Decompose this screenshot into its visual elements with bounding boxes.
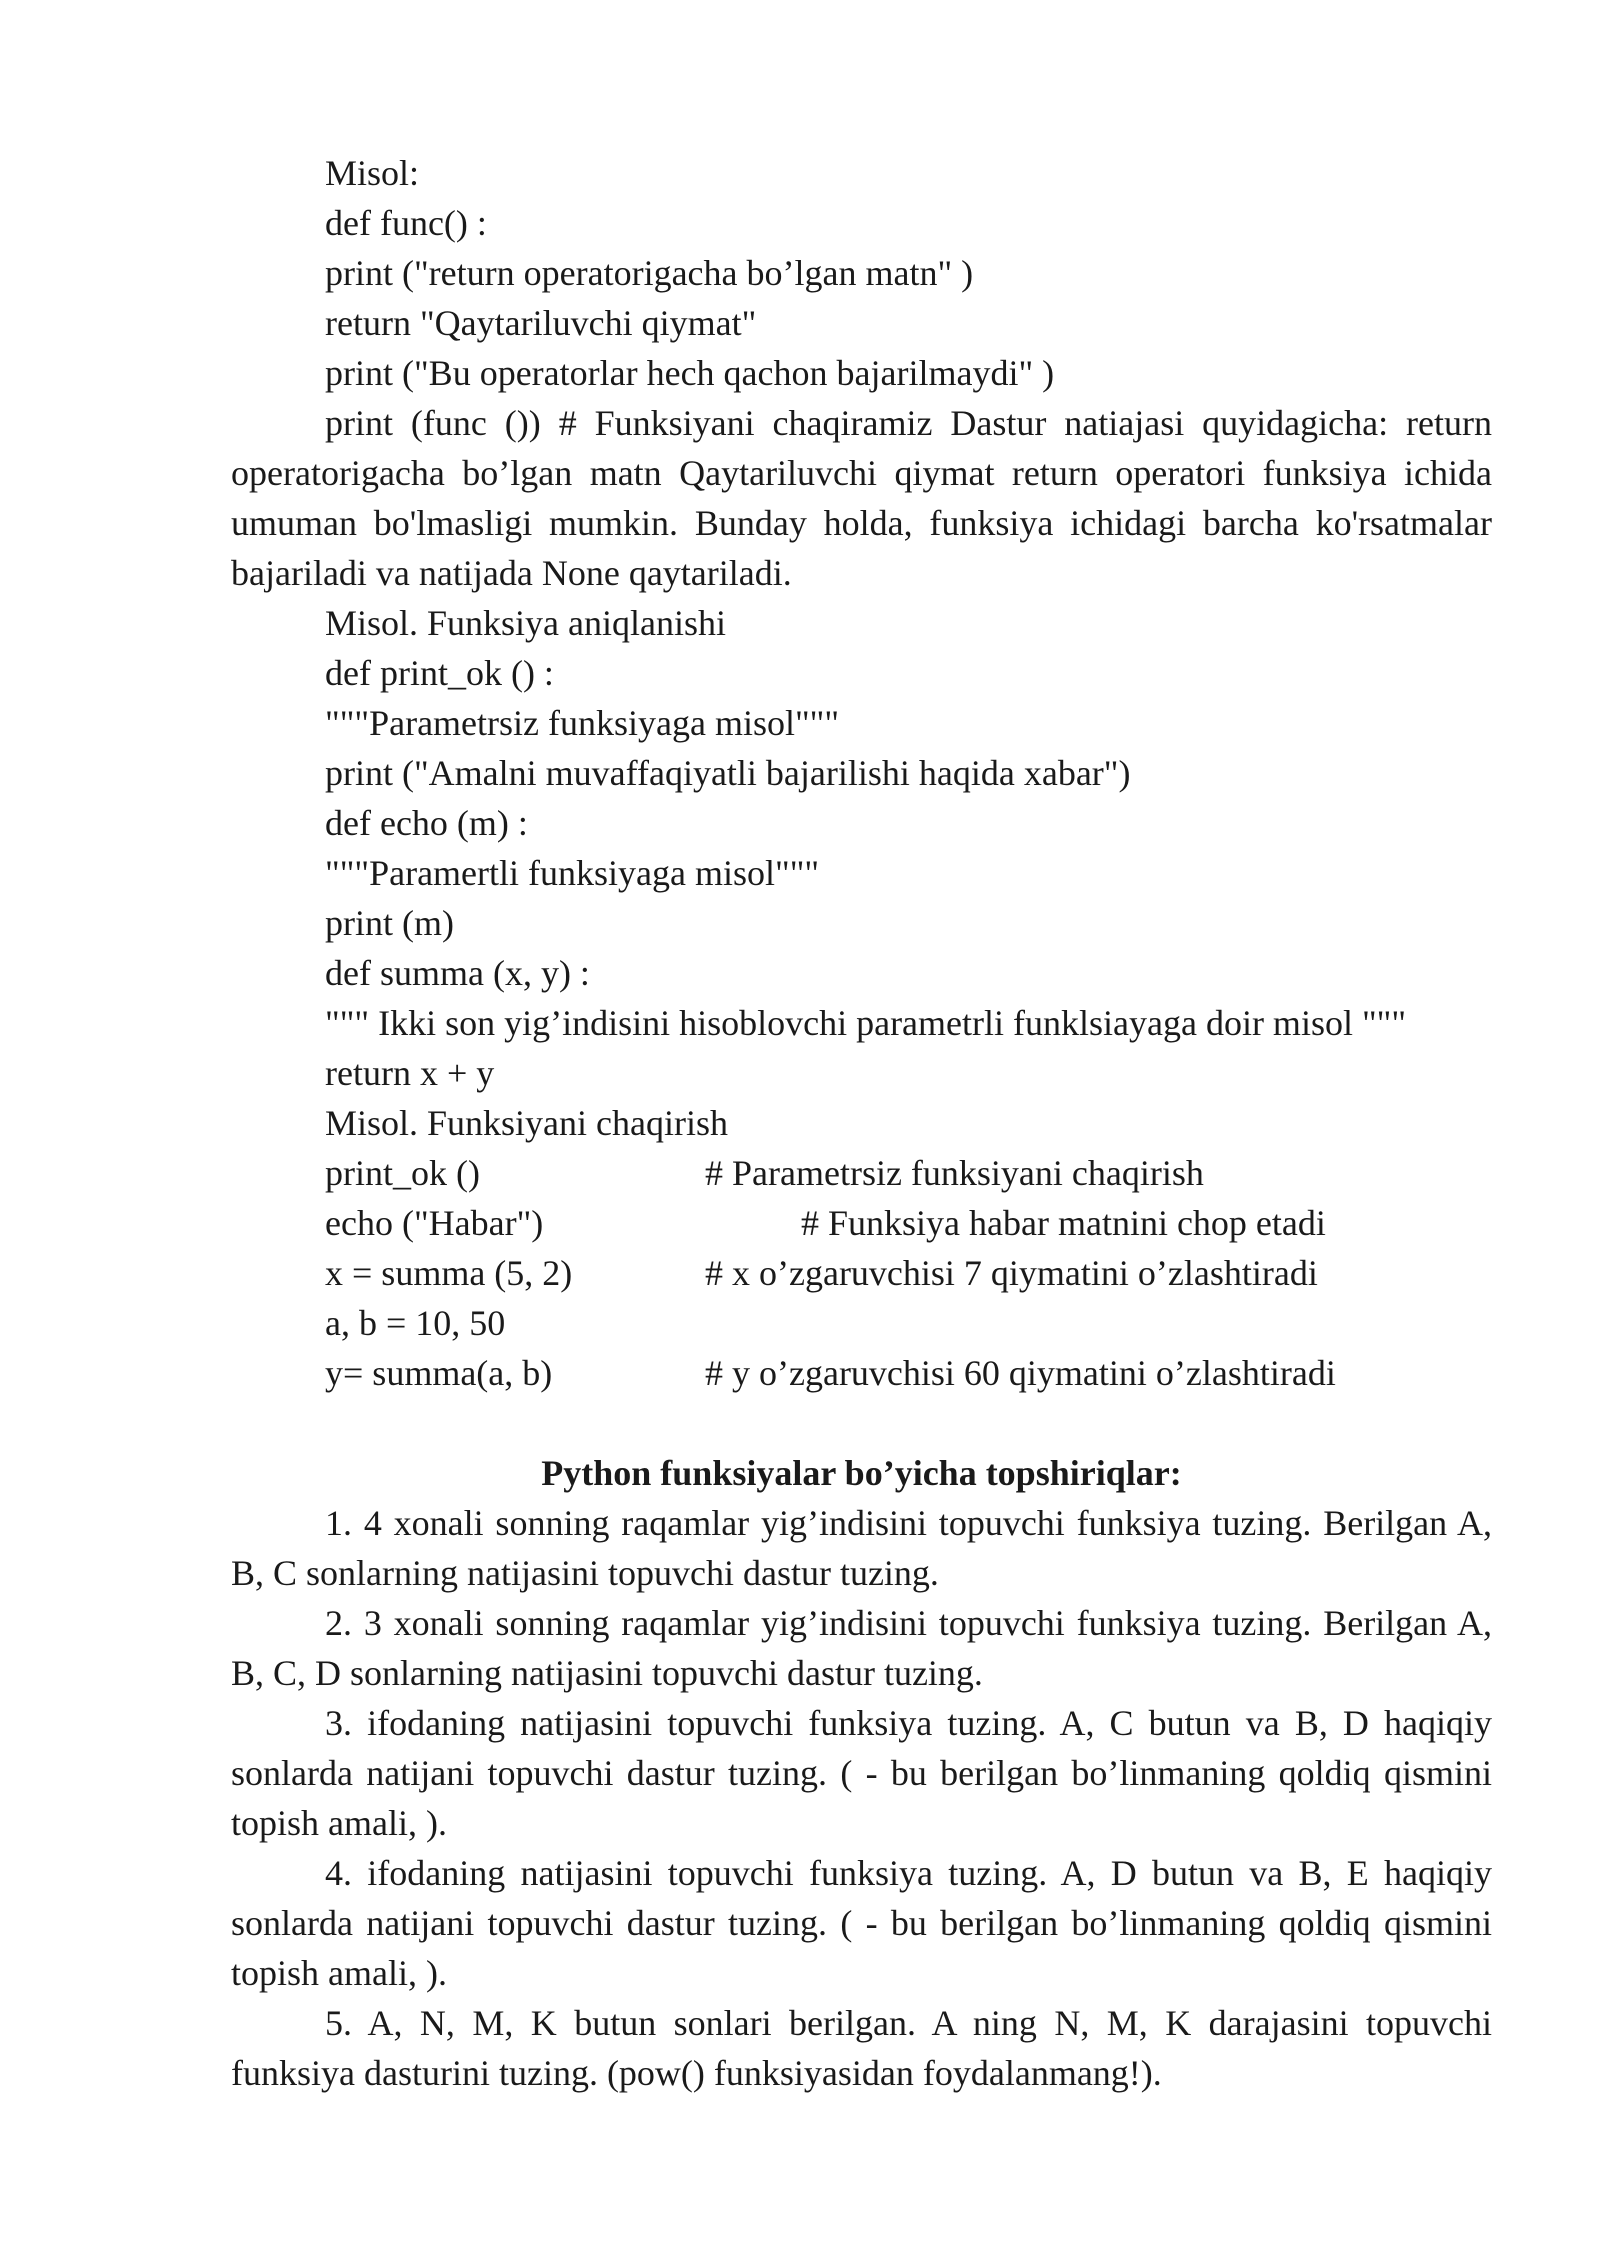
code-line: def print_ok () : <box>325 653 554 693</box>
code-line: print (m) <box>325 903 454 943</box>
call-comment: # x o’zgaruvchisi 7 qiymatini o’zlashtiradi <box>705 1253 1318 1293</box>
call-row <box>325 1248 1492 1298</box>
call-row <box>325 1298 1492 1348</box>
call-comment: # Parametrsiz funksiyani chaqirish <box>705 1153 1204 1193</box>
example1-explanation: print (func ()) # Funksiyani chaqiramiz Dastur natiajasi quyidagicha: return operatorigacha bo’lgan matn Qaytariluvchi qiymat return operatori funksiya ichida umuman bo'lmasligi mumkin. Bunday holda, funksiya ichidagi barcha ko'rsatmalar bajariladi va natijada None qaytariladi. <box>231 403 1492 593</box>
call-row <box>325 1348 1492 1398</box>
call-statement: x = summa (5, 2) <box>325 1253 573 1293</box>
task-item: 3. ifodaning natijasini topuvchi funksiya tuzing. A, C butun va B, D haqiqiy sonlarda natijani topuvchi dastur tuzing. ( - bu berilgan bo’linmaning qoldiq qismini topish amali, ). <box>231 1703 1492 1843</box>
example1-label: Misol: <box>325 153 420 193</box>
call-row <box>325 1148 1492 1198</box>
call-row <box>325 1198 1492 1248</box>
call-statement: a, b = 10, 50 <box>325 1303 506 1343</box>
code-line: return x + y <box>325 1053 495 1093</box>
code-line: def func() : <box>325 203 487 243</box>
call-comment: # y o’zgaruvchisi 60 qiymatini o’zlashtiradi <box>705 1353 1336 1393</box>
code-line: def summa (x, y) : <box>325 953 590 993</box>
example3-label: Misol. Funksiyani chaqirish <box>325 1103 728 1143</box>
code-line: print ("Amalni muvaffaqiyatli bajarilishi haqida xabar") <box>325 753 1131 793</box>
code-line: """Parametrsiz funksiyaga misol""" <box>325 703 840 743</box>
task-item: 2. 3 xonali sonning raqamlar yig’indisini topuvchi funksiya tuzing. Berilgan A, B, C, D sonlarning natijasini topuvchi dastur tuzing. <box>231 1603 1492 1693</box>
call-comment: # Funksiya habar matnini chop etadi <box>801 1203 1326 1243</box>
task-item: 5. A, N, M, K butun sonlari berilgan. A ning N, M, K darajasini topuvchi funksiya dasturini tuzing. (pow() funksiyasidan foydalanmang!). <box>231 2003 1492 2093</box>
task-item: 4. ifodaning natijasini topuvchi funksiya tuzing. A, D butun va B, E haqiqiy sonlarda natijani topuvchi dastur tuzing. ( - bu berilgan bo’linmaning qoldiq qismini topish amali, ). <box>231 1853 1492 1993</box>
code-line: print ("Bu operatorlar hech qachon bajarilmaydi" ) <box>325 353 1055 393</box>
code-line: return "Qaytariluvchi qiymat" <box>325 303 757 343</box>
task-item: 1. 4 xonali sonning raqamlar yig’indisini topuvchi funksiya tuzing. Berilgan A, B, C sonlarning natijasini topuvchi dastur tuzing. <box>231 1503 1492 1593</box>
section-spacer <box>231 1398 1492 1448</box>
call-statement: echo ("Habar") <box>325 1203 544 1243</box>
tasks-heading: Python funksiyalar bo’yicha topshiriqlar: <box>541 1453 1182 1493</box>
code-line: """Paramertli funksiyaga misol""" <box>325 853 820 893</box>
code-line: def echo (m) : <box>325 803 528 843</box>
example2-label: Misol. Funksiya aniqlanishi <box>325 603 727 643</box>
call-statement: print_ok () <box>325 1153 480 1193</box>
call-statement: y= summa(a, b) <box>325 1353 553 1393</box>
code-line: print ("return operatorigacha bo’lgan matn" ) <box>325 253 974 293</box>
code-line: """ Ikki son yig’indisini hisoblovchi parametrli funklsiayaga doir misol """ <box>325 1003 1407 1043</box>
